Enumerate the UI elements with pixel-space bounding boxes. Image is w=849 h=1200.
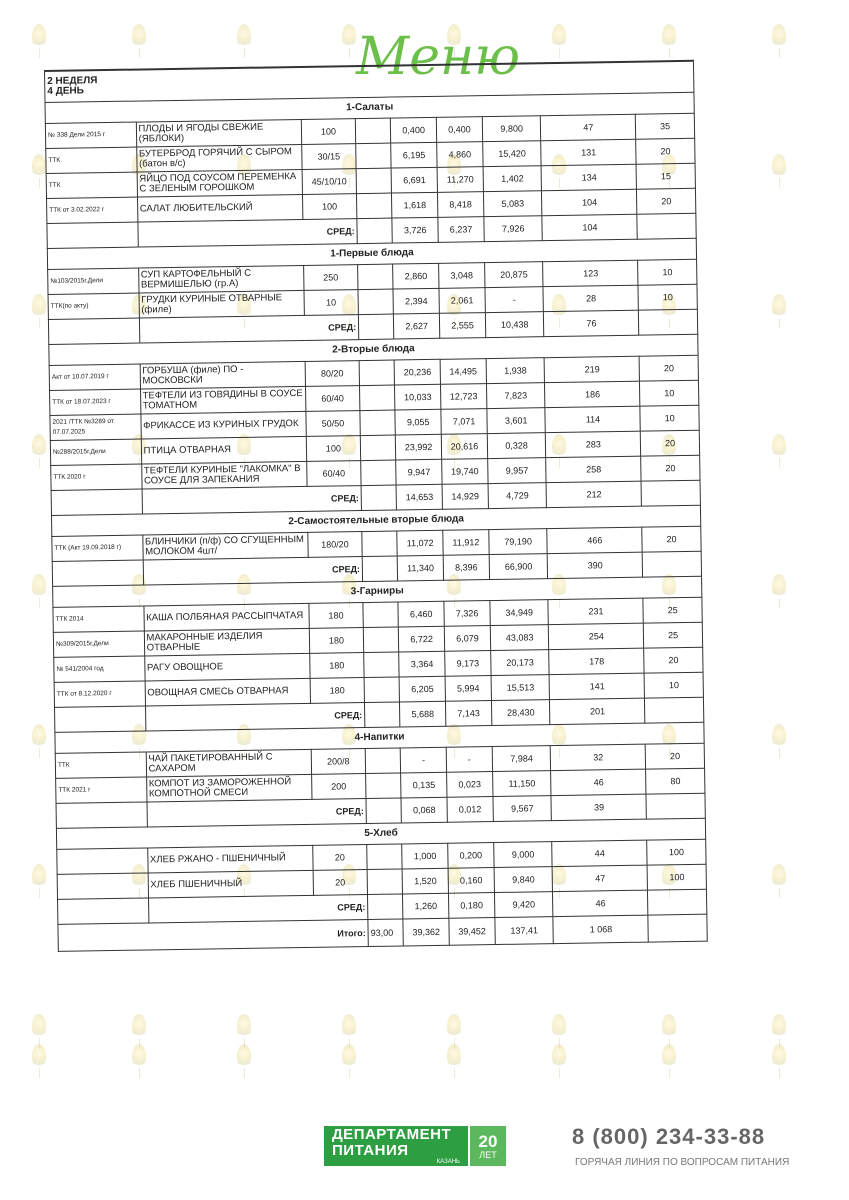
fat-value: 11,270 bbox=[437, 167, 483, 193]
kcal-value: 32 bbox=[551, 744, 646, 770]
section-title: 5-Хлеб bbox=[56, 818, 705, 849]
portion-size: 80/20 bbox=[305, 361, 360, 387]
avg-fat: 7,143 bbox=[446, 701, 492, 727]
kcal-value: 44 bbox=[552, 840, 647, 866]
watermark-leaf-icon bbox=[650, 1040, 690, 1080]
avg-protein: 0,068 bbox=[401, 797, 447, 823]
portion-size: 45/10/10 bbox=[302, 169, 357, 195]
percent-value: 80 bbox=[646, 768, 705, 794]
empty-cell bbox=[645, 697, 704, 723]
menu-table bbox=[44, 60, 708, 952]
empty-cell bbox=[365, 702, 401, 728]
section-title: 1-Салаты bbox=[45, 92, 694, 123]
carbs-value: 9,840 bbox=[494, 867, 553, 893]
kcal-value: 47 bbox=[553, 865, 648, 891]
avg-kcal: 212 bbox=[547, 481, 642, 507]
protein-value: 9,947 bbox=[396, 459, 442, 485]
portion-size: 180 bbox=[309, 603, 364, 629]
price-cell bbox=[367, 869, 403, 895]
portion-size: 20 bbox=[313, 870, 368, 896]
carbs-value: 3,601 bbox=[487, 408, 546, 434]
fat-value: 0,023 bbox=[447, 772, 493, 798]
recipe-source: ТТК 2014 bbox=[53, 606, 144, 632]
fat-value: 9,173 bbox=[445, 651, 491, 677]
avg-protein: 11,340 bbox=[397, 555, 443, 581]
percent-value: 100 bbox=[647, 839, 706, 865]
price-cell bbox=[356, 143, 392, 169]
price-cell bbox=[360, 410, 396, 436]
price-cell bbox=[357, 193, 393, 219]
protein-value: 6,722 bbox=[399, 626, 445, 652]
watermark-leaf-icon bbox=[330, 1040, 370, 1080]
dish-name: КОМПОТ ИЗ ЗАМОРОЖЕННОЙ КОМПОТНОЙ СМЕСИ bbox=[146, 774, 312, 802]
kcal-value: 131 bbox=[541, 139, 636, 165]
dish-name: БЛИНЧИКИ (п/ф) СО СГУЩЕННЫМ МОЛОКОМ 4шт/ bbox=[142, 532, 308, 560]
recipe-source: №309/2015г.Дели bbox=[53, 631, 144, 657]
watermark-leaf-icon bbox=[225, 20, 265, 60]
footer-logo bbox=[324, 1126, 506, 1166]
dish-name: ТЕФТЕЛИ КУРИНЫЕ "ЛАКОМКА" В СОУСЕ ДЛЯ ЗАПЕКАНИЯ bbox=[141, 461, 307, 489]
logo-years: 20 bbox=[478, 1131, 498, 1151]
watermark-leaf-icon bbox=[540, 20, 580, 60]
watermark-leaf-icon bbox=[760, 150, 800, 190]
watermark-leaf-icon bbox=[20, 860, 60, 900]
fat-value: 12,723 bbox=[441, 384, 487, 410]
protein-value: 3,364 bbox=[399, 651, 445, 677]
percent-value: 20 bbox=[637, 188, 696, 214]
total-carbs: 137,41 bbox=[495, 917, 554, 945]
percent-value: 20 bbox=[645, 743, 704, 769]
recipe-source: ТТК bbox=[46, 172, 137, 198]
dish-name: ХЛЕБ ПШЕНИЧНЫЙ bbox=[148, 870, 314, 898]
percent-value: 20 bbox=[636, 138, 695, 164]
recipe-source: № 338 Дели 2015 г bbox=[45, 122, 136, 148]
section-title: 3-Гарниры bbox=[53, 576, 702, 607]
average-label: СРЕД: bbox=[137, 219, 357, 247]
portion-size: 60/40 bbox=[306, 461, 361, 487]
protein-value: 1,000 bbox=[402, 843, 448, 869]
price-cell bbox=[366, 773, 402, 799]
watermark-leaf-icon bbox=[435, 1040, 475, 1080]
carbs-value: 15,420 bbox=[483, 141, 542, 167]
percent-value: 25 bbox=[643, 597, 702, 623]
average-label: СРЕД: bbox=[139, 315, 359, 343]
protein-value: 9,055 bbox=[395, 409, 441, 435]
kcal-value: 466 bbox=[547, 527, 642, 553]
fat-value: 11,912 bbox=[443, 530, 489, 556]
watermark-leaf-icon bbox=[760, 720, 800, 760]
percent-value: 20 bbox=[641, 430, 700, 456]
empty-cell bbox=[48, 318, 139, 344]
logo-line1: ДЕПАРТАМЕНТ bbox=[332, 1126, 452, 1143]
average-label: СРЕД: bbox=[147, 799, 367, 827]
average-label: СРЕД: bbox=[143, 557, 363, 585]
recipe-source: ТТК bbox=[55, 752, 146, 778]
carbs-value: 5,083 bbox=[483, 191, 542, 217]
percent-value: 100 bbox=[647, 864, 706, 890]
logo-years-badge bbox=[470, 1126, 506, 1166]
dish-name: ОВОЩНАЯ СМЕСЬ ОТВАРНАЯ bbox=[145, 678, 311, 706]
total-label: Итого: bbox=[58, 920, 368, 952]
recipe-source: ТТК от 8.12.2020 г bbox=[54, 681, 145, 707]
fat-value: 3,048 bbox=[439, 263, 485, 289]
recipe-source: Акт от 10.07.2019 г bbox=[49, 364, 140, 390]
protein-value: 20,236 bbox=[394, 359, 440, 385]
avg-fat: 6,237 bbox=[438, 217, 484, 243]
watermark-leaf-icon bbox=[760, 860, 800, 900]
price-cell bbox=[363, 602, 399, 628]
recipe-source: ТТК 2021 г bbox=[56, 777, 147, 803]
percent-value: 20 bbox=[642, 526, 701, 552]
kcal-value: 254 bbox=[549, 623, 644, 649]
kcal-value: 104 bbox=[542, 189, 637, 215]
page-title-text: Меню bbox=[356, 27, 521, 87]
price-cell bbox=[364, 677, 400, 703]
empty-cell bbox=[646, 793, 705, 819]
dish-name: ЯЙЦО ПОД СОУСОМ ПЕРЕМЕНКА С ЗЕЛЕНЫМ ГОРОШКОМ bbox=[137, 169, 303, 197]
avg-protein: 14,653 bbox=[396, 484, 442, 510]
recipe-source bbox=[57, 848, 148, 874]
empty-cell bbox=[358, 314, 394, 340]
dish-name: МАКАРОННЫЕ ИЗДЕЛИЯ ОТВАРНЫЕ bbox=[144, 628, 310, 656]
avg-fat: 8,396 bbox=[443, 555, 489, 581]
avg-fat: 0,180 bbox=[449, 893, 495, 919]
avg-protein: 5,688 bbox=[400, 701, 446, 727]
kcal-value: 46 bbox=[551, 769, 646, 795]
dish-name: ФРИКАССЕ ИЗ КУРИНЫХ ГРУДОК bbox=[140, 411, 306, 439]
fat-value: 14,495 bbox=[440, 359, 486, 385]
protein-value: 6,691 bbox=[391, 167, 437, 193]
avg-kcal: 201 bbox=[550, 698, 645, 724]
total-fat: 39,452 bbox=[449, 918, 495, 946]
dish-name: ПЛОДЫ И ЯГОДЫ СВЕЖИЕ (ЯБЛОКИ) bbox=[136, 119, 302, 147]
kcal-value: 123 bbox=[543, 260, 638, 286]
section-title: 4-Напитки bbox=[55, 722, 704, 753]
price-cell bbox=[360, 385, 396, 411]
avg-carbs: 7,926 bbox=[484, 216, 543, 242]
watermark-leaf-icon bbox=[120, 20, 160, 60]
carbs-value: 7,823 bbox=[486, 383, 545, 409]
carbs-value: 43,083 bbox=[490, 625, 549, 651]
protein-value: 23,992 bbox=[396, 434, 442, 460]
avg-kcal: 390 bbox=[548, 552, 643, 578]
logo-line2: ПИТАНИЯ bbox=[332, 1142, 409, 1159]
price-cell bbox=[367, 844, 403, 870]
percent-value: 10 bbox=[638, 259, 697, 285]
total-protein: 39,362 bbox=[403, 918, 449, 946]
avg-carbs: 10,438 bbox=[485, 312, 544, 338]
fat-value: 4,860 bbox=[437, 142, 483, 168]
avg-protein: 1,260 bbox=[403, 893, 449, 919]
carbs-value: 79,190 bbox=[489, 529, 548, 555]
avg-fat: 2,555 bbox=[439, 313, 485, 339]
price-cell bbox=[361, 460, 397, 486]
dish-name: ГРУДКИ КУРИНЫЕ ОТВАРНЫЕ (филе) bbox=[139, 290, 305, 318]
empty-cell bbox=[55, 706, 146, 732]
watermark-leaf-icon bbox=[760, 1040, 800, 1080]
empty-cell bbox=[641, 480, 700, 506]
dish-name: ПТИЦА ОТВАРНАЯ bbox=[141, 436, 307, 464]
protein-value: 1,520 bbox=[402, 868, 448, 894]
dish-name: ТЕФТЕЛИ ИЗ ГОВЯДИНЫ В СОУСЕ ТОМАТНОМ bbox=[140, 386, 306, 414]
average-label: СРЕД: bbox=[142, 486, 362, 514]
dish-name: ХЛЕБ РЖАНО - ПШЕНИЧНЫЙ bbox=[147, 845, 313, 873]
empty-cell bbox=[361, 485, 397, 511]
percent-value: 20 bbox=[641, 455, 700, 481]
avg-carbs: 4,729 bbox=[488, 483, 547, 509]
percent-value: 10 bbox=[644, 672, 703, 698]
watermark-leaf-icon bbox=[760, 20, 800, 60]
portion-size: 180 bbox=[309, 653, 364, 679]
price-cell bbox=[355, 118, 391, 144]
percent-value: 25 bbox=[644, 622, 703, 648]
dish-name: ЧАЙ ПАКЕТИРОВАННЫЙ С САХАРОМ bbox=[146, 749, 312, 777]
empty-cell bbox=[637, 213, 696, 239]
fat-value: 0,160 bbox=[448, 868, 494, 894]
empty-cell bbox=[357, 218, 393, 244]
average-label: СРЕД: bbox=[148, 895, 368, 923]
recipe-source: ТТК bbox=[46, 147, 137, 173]
percent-value: 10 bbox=[640, 380, 699, 406]
portion-size: 200/8 bbox=[311, 749, 366, 775]
section-title: 2-Вторые блюда bbox=[49, 334, 698, 365]
carbs-value: 11,150 bbox=[492, 771, 551, 797]
protein-value: 6,205 bbox=[399, 676, 445, 702]
price-cell bbox=[363, 627, 399, 653]
kcal-value: 283 bbox=[546, 431, 641, 457]
fat-value: 5,994 bbox=[445, 676, 491, 702]
hotline-caption: ГОРЯЧАЯ ЛИНИЯ ПО ВОПРОСАМ ПИТАНИЯ bbox=[575, 1157, 790, 1168]
portion-size: 50/50 bbox=[306, 411, 361, 437]
fat-value: 0,400 bbox=[436, 117, 482, 143]
empty-cell bbox=[642, 551, 701, 577]
watermark-leaf-icon bbox=[760, 570, 800, 610]
dish-name: КАША ПОЛБЯНАЯ РАССЫПЧАТАЯ bbox=[144, 603, 310, 631]
watermark-leaf-icon bbox=[20, 20, 60, 60]
protein-value: 10,033 bbox=[395, 384, 441, 410]
carbs-value: 20,173 bbox=[491, 650, 550, 676]
avg-fat: 0,012 bbox=[447, 797, 493, 823]
portion-size: 250 bbox=[303, 265, 358, 291]
kcal-value: 114 bbox=[545, 406, 640, 432]
empty-cell bbox=[648, 889, 707, 915]
kcal-value: 141 bbox=[550, 673, 645, 699]
recipe-source: ТТК 2020 г bbox=[51, 464, 142, 490]
carbs-value: 20,875 bbox=[484, 262, 543, 288]
fat-value: 7,326 bbox=[444, 601, 490, 627]
portion-size: 100 bbox=[302, 194, 357, 220]
fat-value: 2,061 bbox=[439, 288, 485, 314]
carbs-value: 1,938 bbox=[486, 358, 545, 384]
recipe-source: №103/2015г.Дели bbox=[48, 268, 139, 294]
dish-name: БУТЕРБРОД ГОРЯЧИЙ С СЫРОМ (батон в/с) bbox=[136, 144, 302, 172]
empty-cell bbox=[368, 894, 404, 920]
fat-value: 19,740 bbox=[442, 459, 488, 485]
carbs-value: 0,328 bbox=[487, 433, 546, 459]
protein-value: 2,394 bbox=[393, 288, 439, 314]
hotline-phone: 8 (800) 234-33-88 bbox=[572, 1124, 766, 1149]
carbs-value: 1,402 bbox=[483, 166, 542, 192]
price-cell bbox=[362, 531, 398, 557]
protein-value: 6,460 bbox=[398, 601, 444, 627]
avg-kcal: 46 bbox=[553, 890, 648, 916]
percent-value: 10 bbox=[638, 284, 697, 310]
kcal-value: 134 bbox=[542, 164, 637, 190]
avg-carbs: 9,420 bbox=[494, 892, 553, 918]
watermark-leaf-icon bbox=[760, 290, 800, 330]
portion-size: 100 bbox=[301, 119, 356, 145]
protein-value: 2,860 bbox=[393, 263, 439, 289]
fat-value: 6,079 bbox=[444, 626, 490, 652]
price-cell bbox=[356, 168, 392, 194]
portion-size: 180/20 bbox=[308, 532, 363, 558]
kcal-value: 258 bbox=[546, 456, 641, 482]
empty-cell bbox=[58, 898, 149, 924]
total-price: 93,00 bbox=[368, 919, 404, 947]
logo-city: КАЗАНЬ bbox=[436, 1159, 460, 1165]
recipe-source: № 541/2004 год bbox=[54, 656, 145, 682]
portion-size: 180 bbox=[310, 678, 365, 704]
percent-value: 10 bbox=[640, 405, 699, 431]
carbs-value: 34,949 bbox=[490, 600, 549, 626]
empty-cell bbox=[51, 489, 142, 515]
percent-value: 20 bbox=[644, 647, 703, 673]
price-cell bbox=[364, 652, 400, 678]
avg-kcal: 39 bbox=[551, 794, 646, 820]
kcal-value: 47 bbox=[541, 114, 636, 140]
portion-size: 10 bbox=[304, 290, 359, 316]
watermark-leaf-icon bbox=[650, 20, 690, 60]
avg-fat: 14,929 bbox=[442, 484, 488, 510]
protein-value: 6,195 bbox=[391, 142, 437, 168]
carbs-value: 9,000 bbox=[494, 842, 553, 868]
avg-carbs: 66,900 bbox=[489, 554, 548, 580]
menu-sheet bbox=[44, 60, 719, 1010]
carbs-value: 9,800 bbox=[482, 116, 541, 142]
empty-cell bbox=[648, 914, 707, 942]
avg-protein: 3,726 bbox=[392, 217, 438, 243]
kcal-value: 178 bbox=[549, 648, 644, 674]
fat-value: - bbox=[446, 747, 492, 773]
carbs-value: - bbox=[485, 287, 544, 313]
protein-value: 11,072 bbox=[397, 530, 443, 556]
avg-carbs: 9,567 bbox=[493, 796, 552, 822]
recipe-source: ТТК от 3.02.2022 г bbox=[47, 197, 138, 223]
recipe-source bbox=[57, 873, 148, 899]
avg-carbs: 28,430 bbox=[491, 700, 550, 726]
fat-value: 0,200 bbox=[448, 843, 494, 869]
price-cell bbox=[360, 435, 396, 461]
percent-value: 20 bbox=[639, 355, 698, 381]
avg-protein: 2,627 bbox=[394, 313, 440, 339]
fat-value: 20,616 bbox=[441, 434, 487, 460]
dish-name: ГОРБУША (филе) ПО - МОСКОВСКИ bbox=[140, 361, 306, 389]
average-label: СРЕД: bbox=[145, 703, 365, 731]
protein-value: - bbox=[400, 747, 446, 773]
dish-name: СУП КАРТОФЕЛЬНЫЙ С ВЕРМИШЕЛЬЮ (гр.А) bbox=[138, 265, 304, 293]
day-label: 4 ДЕНЬ bbox=[47, 85, 84, 97]
percent-value: 35 bbox=[636, 113, 695, 139]
carbs-value: 7,984 bbox=[492, 746, 551, 772]
avg-kcal: 76 bbox=[544, 310, 639, 336]
logo-years-label: ЛЕТ bbox=[479, 1149, 497, 1160]
fat-value: 8,418 bbox=[438, 192, 484, 218]
empty-cell bbox=[56, 802, 147, 828]
protein-value: 1,618 bbox=[392, 192, 438, 218]
watermark-leaf-icon bbox=[760, 430, 800, 470]
price-cell bbox=[365, 748, 401, 774]
recipe-source: №288/2015г.Дели bbox=[50, 439, 141, 465]
carbs-value: 9,957 bbox=[488, 458, 547, 484]
fat-value: 7,071 bbox=[441, 409, 487, 435]
dish-name: РАГУ ОВОЩНОЕ bbox=[144, 653, 310, 681]
empty-cell bbox=[362, 556, 398, 582]
percent-value: 15 bbox=[636, 163, 695, 189]
watermark-leaf-icon bbox=[120, 1040, 160, 1080]
empty-cell bbox=[366, 798, 402, 824]
week-label: 2 НЕДЕЛЯ bbox=[47, 75, 98, 87]
kcal-value: 231 bbox=[548, 598, 643, 624]
kcal-value: 219 bbox=[545, 356, 640, 382]
empty-cell bbox=[47, 222, 138, 248]
portion-size: 100 bbox=[306, 436, 361, 462]
kcal-value: 28 bbox=[543, 285, 638, 311]
price-cell bbox=[358, 289, 394, 315]
recipe-source: ТТК(по акту) bbox=[48, 293, 139, 319]
protein-value: 0,135 bbox=[401, 772, 447, 798]
protein-value: 0,400 bbox=[391, 117, 437, 143]
recipe-source: ТТК (Акт 19.09.2018 г) bbox=[52, 535, 143, 561]
portion-size: 30/15 bbox=[301, 144, 356, 170]
recipe-source: 2021 /ТТК №3289 от 07.07.2025 bbox=[50, 414, 141, 440]
dish-name: САЛАТ ЛЮБИТЕЛЬСКИЙ bbox=[137, 194, 303, 222]
recipe-source: ТТК от 18.07.2023 г bbox=[50, 389, 141, 415]
price-cell bbox=[358, 264, 394, 290]
portion-size: 60/40 bbox=[305, 386, 360, 412]
empty-cell bbox=[639, 309, 698, 335]
kcal-value: 186 bbox=[545, 381, 640, 407]
price-cell bbox=[359, 360, 395, 386]
avg-kcal: 104 bbox=[542, 214, 637, 240]
carbs-value: 15,513 bbox=[491, 675, 550, 701]
section-title: 1-Первые блюда bbox=[47, 238, 696, 269]
watermark-leaf-icon bbox=[20, 1040, 60, 1080]
total-kcal: 1 068 bbox=[553, 915, 648, 943]
portion-size: 180 bbox=[309, 628, 364, 654]
portion-size: 20 bbox=[312, 845, 367, 871]
watermark-leaf-icon bbox=[540, 1040, 580, 1080]
empty-cell bbox=[52, 560, 143, 586]
section-title: 2-Самостоятельные вторые блюда bbox=[51, 505, 700, 536]
watermark-leaf-icon bbox=[225, 1040, 265, 1080]
portion-size: 200 bbox=[311, 774, 366, 800]
